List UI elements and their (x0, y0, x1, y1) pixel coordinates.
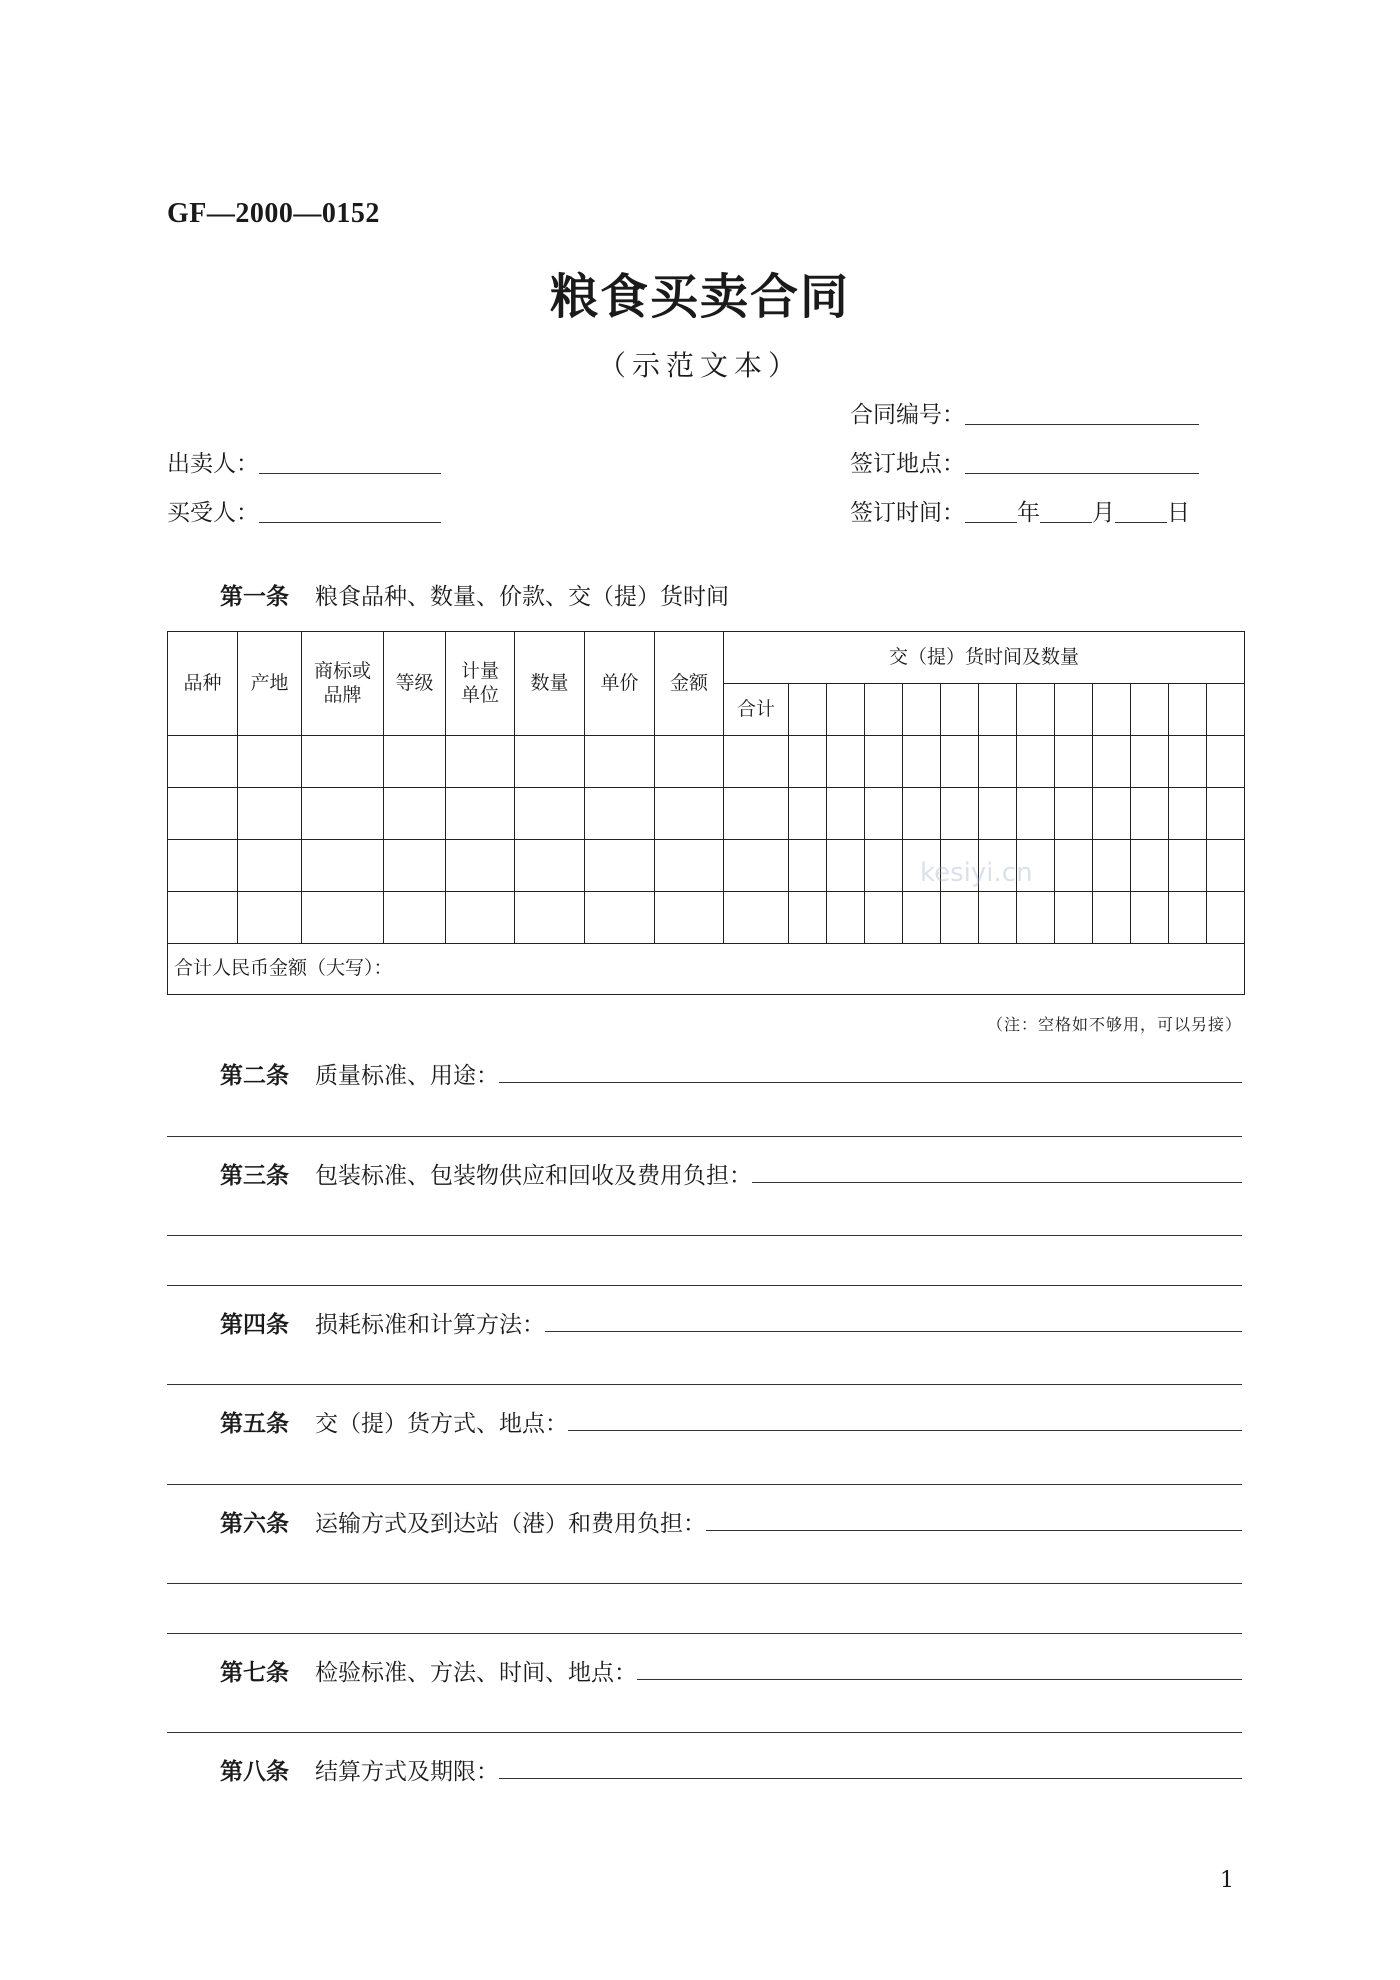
article-4-blank[interactable] (545, 1307, 1242, 1332)
table-cell[interactable] (655, 788, 724, 840)
table-cell[interactable] (168, 788, 238, 840)
contract-number-field (850, 396, 1199, 429)
table-cell[interactable] (585, 788, 655, 840)
article-8-number: 第八条 (220, 1758, 289, 1785)
table-cell[interactable] (302, 788, 384, 840)
table-cell[interactable] (789, 736, 827, 788)
table-cell[interactable] (941, 892, 979, 944)
table-cell[interactable] (1017, 736, 1055, 788)
table-cell[interactable] (941, 788, 979, 840)
article-2-blank[interactable] (499, 1058, 1242, 1083)
table-cell[interactable] (1131, 892, 1169, 944)
table-cell[interactable] (724, 892, 789, 944)
article-8 (220, 1753, 1242, 1786)
table-cell[interactable] (827, 736, 865, 788)
table-cell[interactable] (1093, 736, 1131, 788)
document-code: GF—2000—0152 (167, 198, 380, 229)
sign-place-blank[interactable] (965, 451, 1199, 474)
article-6 (220, 1505, 1242, 1538)
table-cell[interactable] (585, 840, 655, 892)
table-cell[interactable] (1093, 684, 1131, 736)
table-cell[interactable] (515, 788, 585, 840)
watermark-text: kesiyi.cn (920, 858, 1033, 888)
table-cell[interactable] (1017, 788, 1055, 840)
article-5-blank[interactable] (568, 1406, 1242, 1431)
table-cell[interactable] (903, 684, 941, 736)
table-cell[interactable] (1131, 788, 1169, 840)
table-cell[interactable] (302, 736, 384, 788)
article-8-text: 结算方式及期限： (315, 1759, 499, 1785)
header-amount: 金额 (655, 632, 724, 736)
table-cell[interactable] (168, 892, 238, 944)
table-cell[interactable] (384, 788, 446, 840)
table-cell[interactable] (1207, 892, 1245, 944)
page-title: 粮食买卖合同 (549, 269, 850, 325)
article-6-text: 运输方式及到达站（港）和费用负担： (315, 1511, 706, 1537)
total-amount-cell[interactable] (168, 944, 1245, 995)
table-cell[interactable] (941, 736, 979, 788)
buyer-label: 买受人： (167, 500, 259, 526)
table-cell[interactable] (446, 788, 515, 840)
article-3-number: 第三条 (220, 1162, 289, 1189)
sign-place-label: 签订地点： (850, 451, 965, 477)
table-cell[interactable] (446, 892, 515, 944)
article-6-blank[interactable] (706, 1506, 1242, 1531)
article-5-line[interactable] (167, 1484, 1242, 1485)
table-cell[interactable] (865, 684, 903, 736)
table-cell[interactable] (585, 736, 655, 788)
day-label: 日 (1167, 500, 1190, 526)
table-cell[interactable] (168, 840, 238, 892)
table-cell[interactable] (238, 788, 302, 840)
table-cell[interactable] (865, 840, 903, 892)
table-cell[interactable] (979, 736, 1017, 788)
table-cell[interactable] (941, 684, 979, 736)
seller-field (167, 445, 441, 478)
article-6-line-1[interactable] (167, 1583, 1242, 1584)
header-unit-price: 单价 (585, 632, 655, 736)
article-4 (220, 1306, 1242, 1339)
table-cell[interactable] (238, 736, 302, 788)
table-cell[interactable] (827, 892, 865, 944)
article-3-line-1[interactable] (167, 1235, 1242, 1236)
table-cell[interactable] (384, 892, 446, 944)
table-cell[interactable] (865, 736, 903, 788)
header-subtotal: 合计 (724, 684, 789, 736)
article-5 (220, 1405, 1242, 1438)
table-cell[interactable] (1207, 736, 1245, 788)
header-delivery: 交（提）货时间及数量 (724, 632, 1245, 684)
year-label: 年 (1017, 500, 1040, 526)
article-1-text: 粮食品种、数量、价款、交（提）货时间 (315, 584, 729, 610)
goods-table (167, 631, 1245, 995)
table-cell[interactable] (1169, 840, 1207, 892)
seller-blank[interactable] (259, 451, 441, 474)
buyer-blank[interactable] (259, 500, 441, 523)
table-cell[interactable] (865, 892, 903, 944)
table-cell[interactable] (1169, 736, 1207, 788)
total-amount-label: 合计人民币金额（大写）： (174, 957, 393, 980)
sign-place-field (850, 445, 1199, 478)
article-7-text: 检验标准、方法、时间、地点： (315, 1660, 637, 1686)
table-cell[interactable] (1207, 684, 1245, 736)
article-6-number: 第六条 (220, 1510, 289, 1537)
article-4-number: 第四条 (220, 1311, 289, 1338)
table-cell[interactable] (1093, 788, 1131, 840)
article-1-number: 第一条 (220, 583, 289, 610)
table-cell[interactable] (1169, 684, 1207, 736)
month-blank[interactable] (1040, 500, 1092, 523)
table-cell[interactable] (384, 736, 446, 788)
header-unit-text: 计量单位 (461, 659, 500, 706)
table-cell[interactable] (515, 736, 585, 788)
table-cell[interactable] (1017, 892, 1055, 944)
article-7 (220, 1654, 1242, 1687)
article-5-text: 交（提）货方式、地点： (315, 1411, 568, 1437)
contract-number-label: 合同编号： (850, 402, 965, 428)
seller-label: 出卖人： (167, 451, 259, 477)
article-2-line[interactable] (167, 1136, 1242, 1137)
table-cell[interactable] (724, 840, 789, 892)
article-1 (220, 578, 729, 611)
header-brand-text: 商标或品牌 (314, 659, 372, 706)
article-6-line-2[interactable] (167, 1633, 1242, 1634)
table-cell[interactable] (979, 892, 1017, 944)
table-cell[interactable] (724, 736, 789, 788)
article-4-line[interactable] (167, 1384, 1242, 1385)
table-cell[interactable] (238, 840, 302, 892)
contract-number-blank[interactable] (965, 402, 1199, 425)
table-cell[interactable] (655, 840, 724, 892)
article-7-number: 第七条 (220, 1659, 289, 1686)
header-variety: 品种 (168, 632, 238, 736)
article-5-number: 第五条 (220, 1410, 289, 1437)
table-cell[interactable] (789, 684, 827, 736)
table-cell[interactable] (789, 788, 827, 840)
table-note: （注：空格如不够用，可以另接） (986, 1015, 1242, 1034)
table-cell[interactable] (655, 892, 724, 944)
table-cell[interactable] (1055, 788, 1093, 840)
sign-time-label: 签订时间： (850, 500, 965, 526)
table-cell[interactable] (979, 684, 1017, 736)
table-cell[interactable] (789, 840, 827, 892)
header-grade: 等级 (384, 632, 446, 736)
table-cell[interactable] (1207, 840, 1245, 892)
article-2 (220, 1057, 1242, 1090)
header-origin: 产地 (238, 632, 302, 736)
page-subtitle: （示范文本） (597, 349, 802, 382)
table-cell[interactable] (515, 840, 585, 892)
header-brand (302, 632, 384, 736)
article-2-text: 质量标准、用途： (315, 1063, 499, 1089)
article-3-blank[interactable] (752, 1158, 1242, 1183)
sign-time-field (850, 494, 1190, 527)
page-number: 1 (1220, 1868, 1234, 1893)
article-3-line-2[interactable] (167, 1285, 1242, 1286)
table-cell[interactable] (979, 788, 1017, 840)
table-cell[interactable] (1055, 840, 1093, 892)
table-cell[interactable] (446, 840, 515, 892)
header-unit (446, 632, 515, 736)
table-cell[interactable] (655, 736, 724, 788)
table-row (168, 736, 1245, 788)
table-cell[interactable] (903, 736, 941, 788)
table-cell[interactable] (302, 892, 384, 944)
month-label: 月 (1092, 500, 1115, 526)
table-cell[interactable] (903, 788, 941, 840)
table-cell[interactable] (238, 892, 302, 944)
table-cell[interactable] (1169, 892, 1207, 944)
article-2-number: 第二条 (220, 1062, 289, 1089)
table-cell[interactable] (515, 892, 585, 944)
table-cell[interactable] (1093, 840, 1131, 892)
table-cell[interactable] (1055, 736, 1093, 788)
table-cell[interactable] (1017, 684, 1055, 736)
table-cell[interactable] (1055, 684, 1093, 736)
table-cell[interactable] (903, 892, 941, 944)
article-3 (220, 1157, 1242, 1190)
table-cell[interactable] (1131, 736, 1169, 788)
table-cell[interactable] (384, 840, 446, 892)
article-7-blank[interactable] (637, 1655, 1242, 1680)
table-cell[interactable] (827, 840, 865, 892)
table-cell[interactable] (865, 788, 903, 840)
table-cell[interactable] (724, 788, 789, 840)
table-header-row (168, 632, 1245, 684)
table-row (168, 840, 1245, 892)
table-row (168, 788, 1245, 840)
table-cell[interactable] (585, 892, 655, 944)
table-cell[interactable] (1055, 892, 1093, 944)
header-quantity: 数量 (515, 632, 585, 736)
table-cell[interactable] (827, 684, 865, 736)
table-row (168, 892, 1245, 944)
table-cell[interactable] (1131, 684, 1169, 736)
table-cell[interactable] (1169, 788, 1207, 840)
table-cell[interactable] (1093, 892, 1131, 944)
year-blank[interactable] (965, 500, 1017, 523)
article-7-line[interactable] (167, 1732, 1242, 1733)
table-cell[interactable] (789, 892, 827, 944)
table-cell[interactable] (302, 840, 384, 892)
table-cell[interactable] (446, 736, 515, 788)
table-cell[interactable] (168, 736, 238, 788)
table-cell[interactable] (1131, 840, 1169, 892)
table-total-row (168, 944, 1245, 995)
article-4-text: 损耗标准和计算方法： (315, 1312, 545, 1338)
article-8-blank[interactable] (499, 1754, 1242, 1779)
day-blank[interactable] (1115, 500, 1167, 523)
table-cell[interactable] (827, 788, 865, 840)
article-3-text: 包装标准、包装物供应和回收及费用负担： (315, 1163, 752, 1189)
buyer-field (167, 494, 441, 527)
table-cell[interactable] (1207, 788, 1245, 840)
